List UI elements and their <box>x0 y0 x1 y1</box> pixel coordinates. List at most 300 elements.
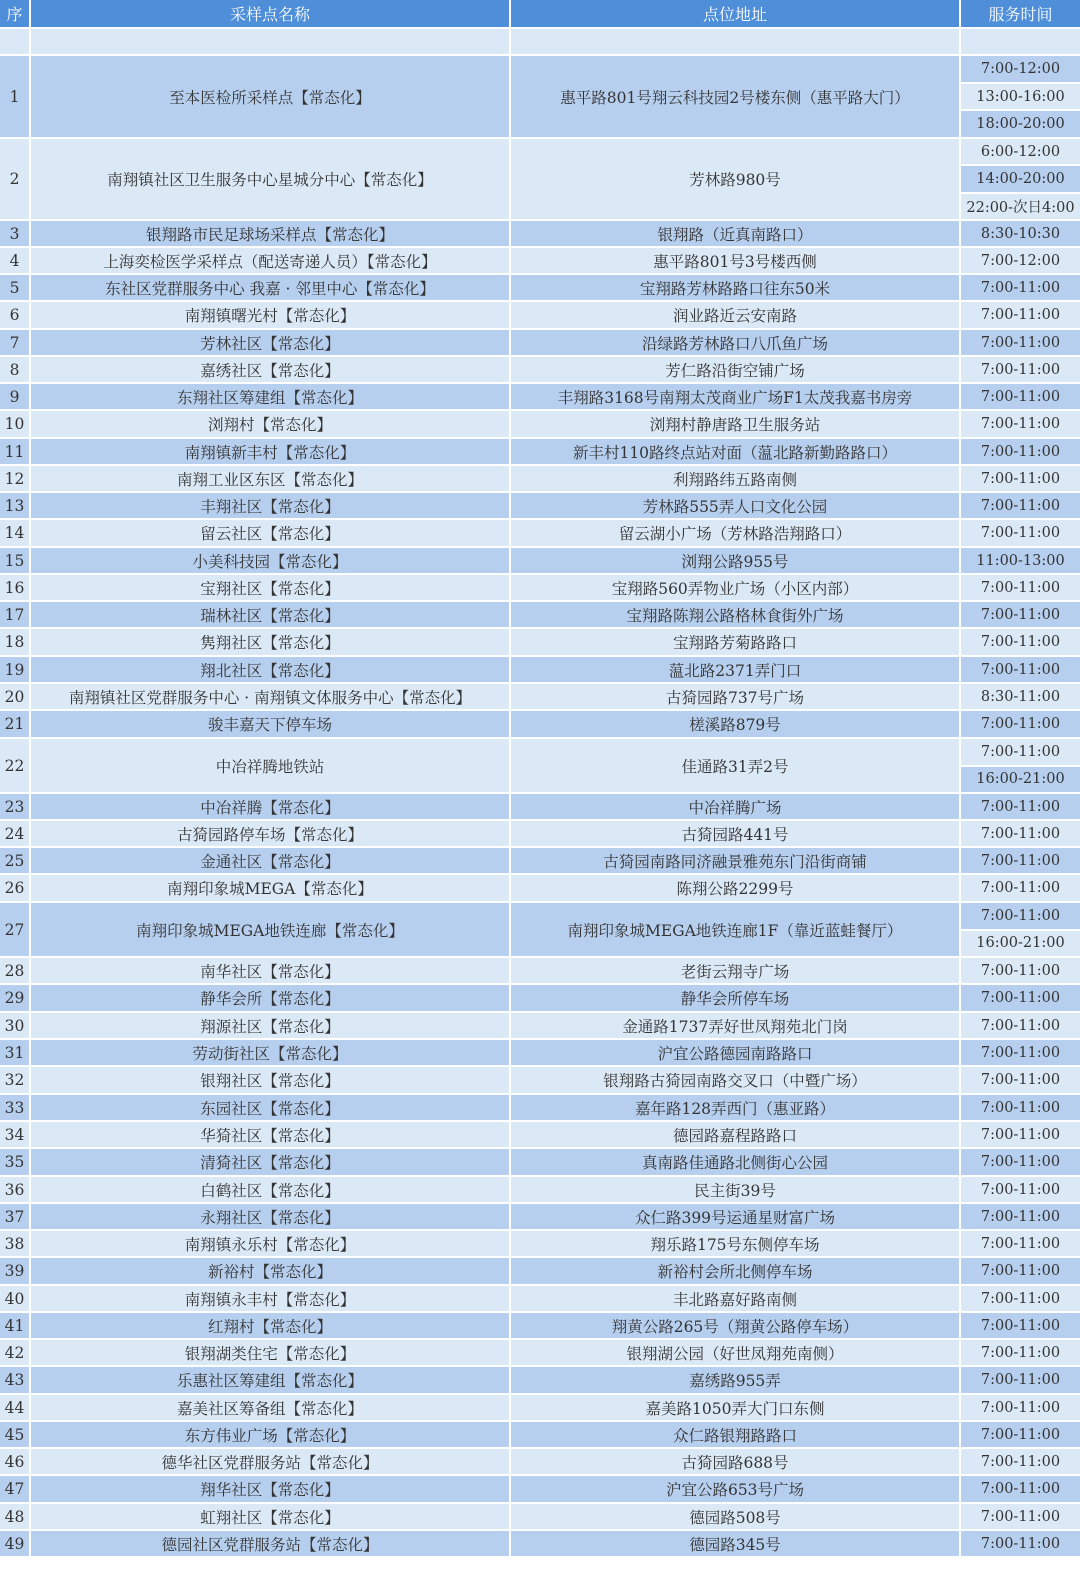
time-slot: 7:00-11:00 <box>961 466 1080 491</box>
service-times <box>961 1313 1080 1340</box>
time-slot: 7:00-11:00 <box>961 903 1080 929</box>
row-index: 30 <box>0 1013 31 1040</box>
table-row <box>0 1149 1080 1177</box>
time-slot: 7:00-11:00 <box>961 330 1080 355</box>
service-times <box>961 958 1080 985</box>
row-index: 11 <box>0 439 31 466</box>
service-times <box>961 1149 1080 1177</box>
site-name: 银翔湖类住宅【常态化】 <box>31 1340 511 1367</box>
site-name: 劳动街社区【常态化】 <box>31 1040 511 1067</box>
site-name: 古猗园路停车场【常态化】 <box>31 821 511 848</box>
site-name: 银翔路市民足球场采样点【常态化】 <box>31 221 511 248</box>
table-row <box>0 493 1080 520</box>
time-slot: 7:00-12:00 <box>961 248 1080 273</box>
site-address: 宝翔路芳菊路路口 <box>511 629 961 657</box>
time-slot: 7:00-11:00 <box>961 520 1080 546</box>
time-slot: 6:00-12:00 <box>961 139 1080 164</box>
row-index <box>0 29 31 56</box>
site-name: 永翔社区【常态化】 <box>31 1204 511 1231</box>
row-index: 5 <box>0 275 31 302</box>
table-row <box>0 1422 1080 1449</box>
table-row <box>0 275 1080 302</box>
table-row <box>0 1504 1080 1531</box>
service-times <box>961 1013 1080 1040</box>
table-row <box>0 1204 1080 1231</box>
row-index: 6 <box>0 302 31 330</box>
table-row <box>0 1395 1080 1422</box>
service-times <box>961 411 1080 439</box>
site-address: 静华会所停车场 <box>511 985 961 1013</box>
table-row <box>0 958 1080 985</box>
site-address: 新丰村110路终点站对面（蕰北路新勤路路口） <box>511 439 961 466</box>
site-address: 古猗园路441号 <box>511 821 961 848</box>
time-slot: 7:00-11:00 <box>961 1258 1080 1284</box>
site-name: 东翔社区筹建组【常态化】 <box>31 384 511 411</box>
time-slot: 7:00-11:00 <box>961 1040 1080 1065</box>
time-slot: 7:00-11:00 <box>961 875 1080 901</box>
service-times <box>961 302 1080 330</box>
row-index: 49 <box>0 1531 31 1558</box>
service-times <box>961 493 1080 520</box>
service-times <box>961 139 1080 221</box>
service-times <box>961 739 1080 794</box>
service-times <box>961 548 1080 575</box>
service-times <box>961 1286 1080 1313</box>
site-name: 虹翔社区【常态化】 <box>31 1504 511 1531</box>
site-name: 东方伟业广场【常态化】 <box>31 1422 511 1449</box>
header-address: 点位地址 <box>511 0 961 29</box>
row-index: 12 <box>0 466 31 493</box>
site-name: 中冶祥腾地铁站 <box>31 739 511 794</box>
service-times <box>961 575 1080 602</box>
row-index: 37 <box>0 1204 31 1231</box>
row-index: 41 <box>0 1313 31 1340</box>
table-row <box>0 1367 1080 1395</box>
site-name: 东园社区【常态化】 <box>31 1095 511 1122</box>
time-slot: 7:00-11:00 <box>961 1313 1080 1338</box>
service-times <box>961 903 1080 958</box>
time-slot <box>961 29 1080 54</box>
site-name: 南翔印象城MEGA地铁连廊【常态化】 <box>31 903 511 958</box>
site-address: 古猗园南路同济融景雅苑东门沿街商铺 <box>511 848 961 875</box>
table-row <box>0 1313 1080 1340</box>
site-address: 丰翔路3168号南翔太茂商业广场F1太茂我嘉书房旁 <box>511 384 961 411</box>
service-times <box>961 439 1080 466</box>
row-index: 42 <box>0 1340 31 1367</box>
row-index: 33 <box>0 1095 31 1122</box>
row-index: 32 <box>0 1067 31 1095</box>
row-index: 10 <box>0 411 31 439</box>
site-name: 南翔镇新丰村【常态化】 <box>31 439 511 466</box>
time-slot: 18:00-20:00 <box>961 109 1080 137</box>
service-times <box>961 985 1080 1013</box>
site-name: 南翔镇永丰村【常态化】 <box>31 1286 511 1313</box>
site-name: 宝翔社区【常态化】 <box>31 575 511 602</box>
time-slot: 22:00-次日4:00 <box>961 192 1080 219</box>
site-name: 翔华社区【常态化】 <box>31 1476 511 1504</box>
row-index: 22 <box>0 739 31 794</box>
site-address: 惠平路801号3号楼西侧 <box>511 248 961 275</box>
table-row <box>0 56 1080 139</box>
table-row <box>0 466 1080 493</box>
site-address: 丰北路嘉好路南侧 <box>511 1286 961 1313</box>
service-times <box>961 221 1080 248</box>
service-times <box>961 821 1080 848</box>
service-times <box>961 1367 1080 1395</box>
row-index: 44 <box>0 1395 31 1422</box>
table-row <box>0 520 1080 548</box>
site-address: 宝翔路560弄物业广场（小区内部） <box>511 575 961 602</box>
service-times <box>961 794 1080 821</box>
row-index: 39 <box>0 1258 31 1286</box>
time-slot: 7:00-11:00 <box>961 493 1080 518</box>
time-slot: 7:00-11:00 <box>961 629 1080 655</box>
table-row <box>0 739 1080 794</box>
site-name: 隽翔社区【常态化】 <box>31 629 511 657</box>
service-times <box>961 711 1080 739</box>
table-row <box>0 657 1080 684</box>
site-address: 银翔路（近真南路口） <box>511 221 961 248</box>
site-name: 南翔镇永乐村【常态化】 <box>31 1231 511 1258</box>
header-name: 采样点名称 <box>31 0 511 29</box>
time-slot: 7:00-11:00 <box>961 1286 1080 1311</box>
time-slot: 7:00-11:00 <box>961 794 1080 819</box>
time-slot: 7:00-12:00 <box>961 56 1080 82</box>
site-address: 芳仁路沿街空铺广场 <box>511 357 961 384</box>
table-row <box>0 302 1080 330</box>
site-name: 乐惠社区筹建组【常态化】 <box>31 1367 511 1395</box>
row-index: 26 <box>0 875 31 903</box>
row-index: 23 <box>0 794 31 821</box>
time-slot: 7:00-11:00 <box>961 575 1080 600</box>
site-name: 德华社区党群服务站【常态化】 <box>31 1449 511 1476</box>
site-address: 银翔湖公园（好世凤翔苑南侧） <box>511 1340 961 1367</box>
table-row <box>0 848 1080 875</box>
table-row <box>0 1476 1080 1504</box>
site-name: 嘉绣社区【常态化】 <box>31 357 511 384</box>
site-address: 浏翔村静唐路卫生服务站 <box>511 411 961 439</box>
service-times <box>961 1449 1080 1476</box>
header-time: 服务时间 <box>961 0 1080 29</box>
time-slot: 13:00-16:00 <box>961 82 1080 110</box>
site-name <box>31 29 511 56</box>
time-slot: 7:00-11:00 <box>961 1122 1080 1147</box>
time-slot: 7:00-11:00 <box>961 739 1080 765</box>
row-index: 17 <box>0 602 31 629</box>
site-address: 南翔印象城MEGA地铁连廊1F（靠近蓝蛙餐厅） <box>511 903 961 958</box>
site-address: 浏翔公路955号 <box>511 548 961 575</box>
row-index: 9 <box>0 384 31 411</box>
site-name: 南翔镇社区卫生服务中心星城分中心【常态化】 <box>31 139 511 221</box>
time-slot: 7:00-11:00 <box>961 1395 1080 1420</box>
table-row <box>0 248 1080 275</box>
row-index: 13 <box>0 493 31 520</box>
row-index: 14 <box>0 520 31 548</box>
service-times <box>961 248 1080 275</box>
table-row <box>0 1013 1080 1040</box>
service-times <box>961 1204 1080 1231</box>
site-address: 中冶祥腾广场 <box>511 794 961 821</box>
table-row <box>0 1122 1080 1149</box>
site-name: 芳林社区【常态化】 <box>31 330 511 357</box>
row-index: 29 <box>0 985 31 1013</box>
site-name: 红翔村【常态化】 <box>31 1313 511 1340</box>
table-row <box>0 221 1080 248</box>
service-times <box>961 1395 1080 1422</box>
row-index: 4 <box>0 248 31 275</box>
row-index: 43 <box>0 1367 31 1395</box>
site-name: 骏丰嘉天下停车场 <box>31 711 511 739</box>
site-address: 留云湖小广场（芳林路浩翔路口） <box>511 520 961 548</box>
time-slot: 7:00-11:00 <box>961 1013 1080 1038</box>
time-slot: 7:00-11:00 <box>961 602 1080 627</box>
table-row <box>0 711 1080 739</box>
time-slot: 7:00-11:00 <box>961 1095 1080 1120</box>
service-times <box>961 384 1080 411</box>
table-row <box>0 629 1080 657</box>
row-index: 27 <box>0 903 31 958</box>
time-slot: 7:00-11:00 <box>961 302 1080 328</box>
site-address: 嘉美路1050弄大门口东侧 <box>511 1395 961 1422</box>
table-row <box>0 411 1080 439</box>
site-name: 新裕村【常态化】 <box>31 1258 511 1286</box>
time-slot: 14:00-20:00 <box>961 164 1080 191</box>
table-row <box>0 794 1080 821</box>
site-address: 老街云翔寺广场 <box>511 958 961 985</box>
site-address: 沪宜公路德园南路路口 <box>511 1040 961 1067</box>
time-slot: 7:00-11:00 <box>961 1204 1080 1229</box>
site-address: 佳通路31弄2号 <box>511 739 961 794</box>
table-row <box>0 548 1080 575</box>
time-slot: 8:30-10:30 <box>961 221 1080 246</box>
time-slot: 7:00-11:00 <box>961 384 1080 409</box>
site-address: 惠平路801号翔云科技园2号楼东侧（惠平路大门） <box>511 56 961 139</box>
table-row <box>0 602 1080 629</box>
service-times <box>961 520 1080 548</box>
site-address: 古猗园路737号广场 <box>511 684 961 711</box>
row-index: 3 <box>0 221 31 248</box>
service-times <box>961 275 1080 302</box>
header-index: 序 <box>0 0 31 29</box>
site-address: 德园路345号 <box>511 1531 961 1558</box>
row-index: 1 <box>0 56 31 139</box>
site-name: 嘉美社区筹备组【常态化】 <box>31 1395 511 1422</box>
time-slot: 7:00-11:00 <box>961 657 1080 682</box>
table-row <box>0 357 1080 384</box>
time-slot: 16:00-21:00 <box>961 765 1080 793</box>
time-slot: 7:00-11:00 <box>961 1340 1080 1365</box>
service-times <box>961 1340 1080 1367</box>
site-name: 小美科技园【常态化】 <box>31 548 511 575</box>
site-name: 白鹤社区【常态化】 <box>31 1177 511 1204</box>
site-address: 沿绿路芳林路口八爪鱼广场 <box>511 330 961 357</box>
row-index: 25 <box>0 848 31 875</box>
row-index: 8 <box>0 357 31 384</box>
time-slot: 7:00-11:00 <box>961 958 1080 983</box>
table-row <box>0 384 1080 411</box>
site-name: 浏翔村【常态化】 <box>31 411 511 439</box>
site-name: 至本医检所采样点【常态化】 <box>31 56 511 139</box>
site-address: 古猗园路688号 <box>511 1449 961 1476</box>
time-slot: 7:00-11:00 <box>961 1504 1080 1529</box>
row-index: 31 <box>0 1040 31 1067</box>
table-row <box>0 330 1080 357</box>
service-times <box>961 875 1080 903</box>
time-slot: 7:00-11:00 <box>961 411 1080 437</box>
time-slot: 8:30-11:00 <box>961 684 1080 709</box>
service-times <box>961 684 1080 711</box>
table-row <box>0 821 1080 848</box>
site-address: 芳林路555弄人口文化公园 <box>511 493 961 520</box>
table-row <box>0 575 1080 602</box>
service-times <box>961 1258 1080 1286</box>
row-index: 24 <box>0 821 31 848</box>
site-address: 利翔路纬五路南侧 <box>511 466 961 493</box>
table-row <box>0 1040 1080 1067</box>
row-index: 35 <box>0 1149 31 1177</box>
site-name: 银翔社区【常态化】 <box>31 1067 511 1095</box>
table-row <box>0 875 1080 903</box>
service-times <box>961 848 1080 875</box>
time-slot: 7:00-11:00 <box>961 1231 1080 1256</box>
service-times <box>961 1177 1080 1204</box>
row-index: 19 <box>0 657 31 684</box>
site-address: 宝翔路芳林路路口往东50米 <box>511 275 961 302</box>
site-address: 芳林路980号 <box>511 139 961 221</box>
row-index: 46 <box>0 1449 31 1476</box>
table-row <box>0 903 1080 958</box>
site-name: 东社区党群服务中心 我嘉 · 邻里中心【常态化】 <box>31 275 511 302</box>
row-index: 2 <box>0 139 31 221</box>
site-address: 德园路嘉程路路口 <box>511 1122 961 1149</box>
site-address: 沪宜公路653号广场 <box>511 1476 961 1504</box>
table-row <box>0 684 1080 711</box>
site-name: 翔北社区【常态化】 <box>31 657 511 684</box>
site-name: 上海奕检医学采样点（配送寄递人员）【常态化】 <box>31 248 511 275</box>
row-index: 21 <box>0 711 31 739</box>
site-address: 蕰北路2371弄门口 <box>511 657 961 684</box>
service-times <box>961 1422 1080 1449</box>
site-address: 新裕村会所北侧停车场 <box>511 1258 961 1286</box>
time-slot: 7:00-11:00 <box>961 985 1080 1011</box>
site-address: 槎溪路879号 <box>511 711 961 739</box>
row-index: 18 <box>0 629 31 657</box>
site-name: 德园社区党群服务站【常态化】 <box>31 1531 511 1558</box>
time-slot: 7:00-11:00 <box>961 1531 1080 1556</box>
time-slot: 7:00-11:00 <box>961 848 1080 873</box>
site-name: 清猗社区【常态化】 <box>31 1149 511 1177</box>
site-address: 真南路佳通路北侧街心公园 <box>511 1149 961 1177</box>
time-slot: 16:00-21:00 <box>961 929 1080 957</box>
row-index: 48 <box>0 1504 31 1531</box>
site-address: 润业路近云安南路 <box>511 302 961 330</box>
site-address: 众仁路399号运通星财富广场 <box>511 1204 961 1231</box>
table-row <box>0 1095 1080 1122</box>
site-address: 德园路508号 <box>511 1504 961 1531</box>
row-index: 47 <box>0 1476 31 1504</box>
time-slot: 7:00-11:00 <box>961 1149 1080 1175</box>
row-index: 16 <box>0 575 31 602</box>
table-row <box>0 439 1080 466</box>
site-address: 民主街39号 <box>511 1177 961 1204</box>
time-slot: 7:00-11:00 <box>961 1367 1080 1393</box>
site-address: 嘉年路128弄西门（惠亚路） <box>511 1095 961 1122</box>
site-name: 翔源社区【常态化】 <box>31 1013 511 1040</box>
service-times <box>961 602 1080 629</box>
table-row <box>0 1258 1080 1286</box>
service-times <box>961 1122 1080 1149</box>
site-name: 瑞林社区【常态化】 <box>31 602 511 629</box>
time-slot: 7:00-11:00 <box>961 1422 1080 1447</box>
table-row <box>0 139 1080 221</box>
service-times <box>961 357 1080 384</box>
service-times <box>961 1504 1080 1531</box>
site-name: 留云社区【常态化】 <box>31 520 511 548</box>
row-index: 36 <box>0 1177 31 1204</box>
site-name: 静华会所【常态化】 <box>31 985 511 1013</box>
site-name: 金通社区【常态化】 <box>31 848 511 875</box>
service-times <box>961 1531 1080 1558</box>
row-index: 40 <box>0 1286 31 1313</box>
row-index: 38 <box>0 1231 31 1258</box>
service-times <box>961 1476 1080 1504</box>
site-address: 陈翔公路2299号 <box>511 875 961 903</box>
service-times <box>961 1095 1080 1122</box>
time-slot: 11:00-13:00 <box>961 548 1080 573</box>
time-slot: 7:00-11:00 <box>961 1177 1080 1202</box>
site-address: 银翔路古猗园南路交叉口（中暨广场） <box>511 1067 961 1095</box>
time-slot: 7:00-11:00 <box>961 275 1080 300</box>
service-times <box>961 1231 1080 1258</box>
site-name: 南翔镇曙光村【常态化】 <box>31 302 511 330</box>
table-row <box>0 1449 1080 1476</box>
site-name: 南翔镇社区党群服务中心 · 南翔镇文体服务中心【常态化】 <box>31 684 511 711</box>
table-row <box>0 1177 1080 1204</box>
service-times <box>961 56 1080 139</box>
site-name: 南翔印象城MEGA【常态化】 <box>31 875 511 903</box>
site-address: 翔乐路175号东侧停车场 <box>511 1231 961 1258</box>
row-index: 7 <box>0 330 31 357</box>
service-times <box>961 466 1080 493</box>
service-times <box>961 330 1080 357</box>
time-slot: 7:00-11:00 <box>961 711 1080 737</box>
table-row <box>0 1231 1080 1258</box>
table-row <box>0 985 1080 1013</box>
row-index: 28 <box>0 958 31 985</box>
site-address: 众仁路银翔路路口 <box>511 1422 961 1449</box>
row-index: 45 <box>0 1422 31 1449</box>
row-index: 20 <box>0 684 31 711</box>
site-name: 丰翔社区【常态化】 <box>31 493 511 520</box>
row-index: 34 <box>0 1122 31 1149</box>
site-address <box>511 29 961 56</box>
time-slot: 7:00-11:00 <box>961 1476 1080 1502</box>
time-slot: 7:00-11:00 <box>961 1449 1080 1474</box>
time-slot: 7:00-11:00 <box>961 439 1080 464</box>
time-slot: 7:00-11:00 <box>961 357 1080 382</box>
time-slot: 7:00-11:00 <box>961 821 1080 846</box>
table-row <box>0 29 1080 56</box>
site-address: 金通路1737弄好世凤翔苑北门岗 <box>511 1013 961 1040</box>
site-address: 嘉绣路955弄 <box>511 1367 961 1395</box>
table-row <box>0 1286 1080 1313</box>
time-slot: 7:00-11:00 <box>961 1067 1080 1093</box>
service-times <box>961 629 1080 657</box>
site-name: 南华社区【常态化】 <box>31 958 511 985</box>
site-name: 南翔工业区东区【常态化】 <box>31 466 511 493</box>
site-address: 翔黄公路265号（翔黄公路停车场） <box>511 1313 961 1340</box>
service-times <box>961 1040 1080 1067</box>
